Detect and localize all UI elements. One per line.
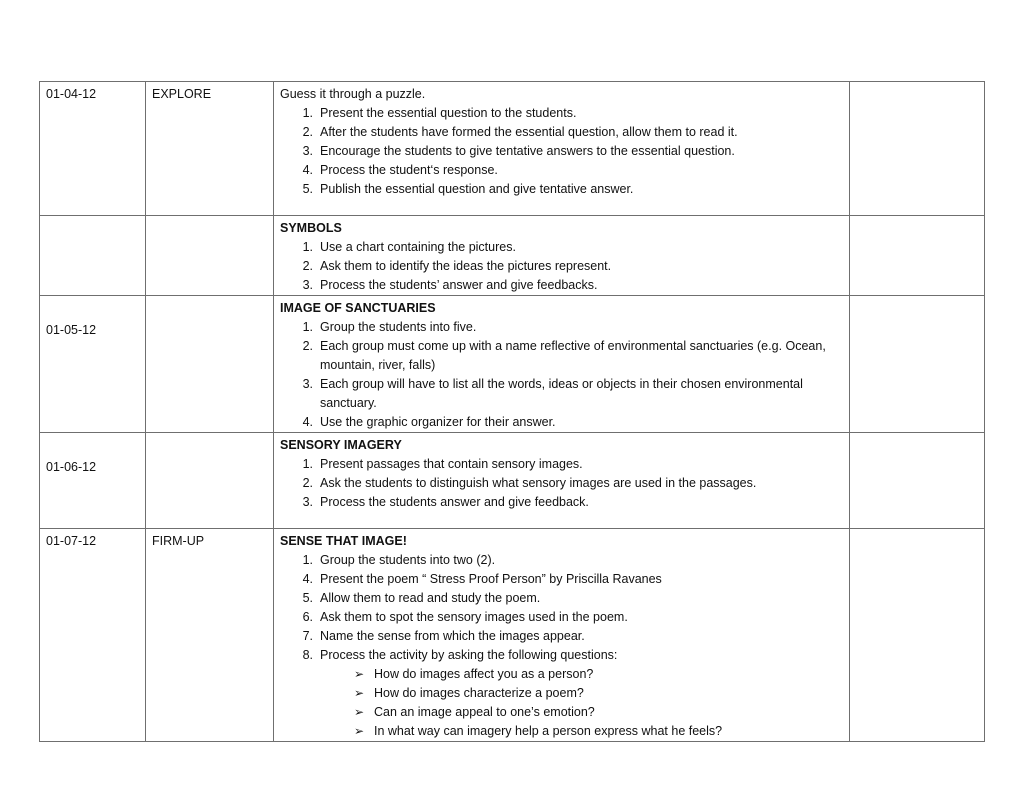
activity-heading: SENSE THAT IMAGE! bbox=[280, 534, 407, 548]
remarks-cell bbox=[850, 529, 985, 742]
step-text: Process the activity by asking the following questions: bbox=[320, 648, 618, 662]
list-item bbox=[280, 276, 843, 295]
remarks-cell bbox=[850, 296, 985, 433]
step-number: 8. bbox=[302, 648, 313, 662]
list-item bbox=[280, 493, 843, 512]
list-item bbox=[280, 665, 843, 684]
steps-list bbox=[280, 551, 843, 665]
table-row bbox=[40, 216, 985, 296]
step-number: 1. bbox=[302, 320, 313, 334]
list-item bbox=[280, 104, 843, 123]
list-item bbox=[280, 180, 843, 199]
step-text: Ask them to identify the ideas the pictures represent. bbox=[320, 259, 612, 273]
step-number: 2. bbox=[302, 476, 313, 490]
date-text: 01-05-12 bbox=[46, 323, 97, 337]
list-item bbox=[280, 627, 843, 646]
step-number: 2. bbox=[302, 339, 313, 353]
step-number: 5. bbox=[302, 591, 313, 605]
activity-cell bbox=[274, 296, 850, 433]
question-text: In what way can imagery help a person express what he feels? bbox=[374, 724, 723, 738]
remarks-cell bbox=[850, 433, 985, 529]
step-number: 1. bbox=[302, 240, 313, 254]
step-number: 3. bbox=[302, 144, 313, 158]
date-cell bbox=[40, 82, 146, 216]
list-item bbox=[280, 703, 843, 722]
step-text: Process the student‘s response. bbox=[320, 163, 498, 177]
date-text: 01-07-12 bbox=[46, 534, 97, 548]
activity-intro: Guess it through a puzzle. bbox=[280, 87, 426, 101]
step-number: 6. bbox=[302, 610, 313, 624]
list-item bbox=[280, 608, 843, 627]
remarks-cell bbox=[850, 216, 985, 296]
activity-heading: SYMBOLS bbox=[280, 221, 342, 235]
list-item bbox=[280, 238, 843, 257]
table-row bbox=[40, 433, 985, 529]
activity-heading: SENSORY IMAGERY bbox=[280, 438, 402, 452]
list-item bbox=[280, 551, 843, 570]
step-text: Group the students into five. bbox=[320, 320, 477, 334]
step-text: Publish the essential question and give tentative answer. bbox=[320, 182, 634, 196]
date-cell bbox=[40, 529, 146, 742]
phase-text: EXPLORE bbox=[152, 87, 212, 101]
activity-heading: IMAGE OF SANCTUARIES bbox=[280, 301, 436, 315]
step-text: Each group will have to list all the words, ideas or objects in their chosen environmental sanctuary. bbox=[320, 377, 803, 410]
step-number: 4. bbox=[302, 415, 313, 429]
list-item bbox=[280, 455, 843, 474]
list-item bbox=[280, 413, 843, 432]
phase-cell bbox=[146, 82, 274, 216]
step-text: Ask them to spot the sensory images used in the poem. bbox=[320, 610, 628, 624]
arrowhead-bullet-icon: ➢ bbox=[353, 724, 364, 738]
step-number: 4. bbox=[302, 163, 313, 177]
step-text: After the students have formed the essential question, allow them to read it. bbox=[320, 125, 738, 139]
arrowhead-bullet-icon: ➢ bbox=[353, 667, 364, 681]
phase-cell bbox=[146, 216, 274, 296]
steps-list bbox=[280, 455, 843, 512]
phase-cell bbox=[146, 433, 274, 529]
question-text: How do images characterize a poem? bbox=[374, 686, 584, 700]
date-cell bbox=[40, 296, 146, 433]
phase-cell bbox=[146, 529, 274, 742]
list-item bbox=[280, 257, 843, 276]
table-row bbox=[40, 296, 985, 433]
list-item bbox=[280, 646, 843, 665]
activity-cell bbox=[274, 216, 850, 296]
step-text: Present the poem “ Stress Proof Person” by Priscilla Ravanes bbox=[320, 572, 662, 586]
activity-cell bbox=[274, 433, 850, 529]
lesson-plan-table bbox=[39, 81, 985, 742]
list-item bbox=[280, 722, 843, 741]
step-text: Group the students into two (2). bbox=[320, 553, 496, 567]
arrowhead-bullet-icon: ➢ bbox=[353, 686, 364, 700]
step-text: Process the students answer and give feedback. bbox=[320, 495, 589, 509]
step-number: 5. bbox=[302, 182, 313, 196]
step-number: 1. bbox=[302, 457, 313, 471]
step-number: 3. bbox=[302, 495, 313, 509]
steps-list bbox=[280, 318, 843, 432]
remarks-cell bbox=[850, 82, 985, 216]
step-number: 3. bbox=[302, 377, 313, 391]
list-item bbox=[280, 589, 843, 608]
step-text: Use the graphic organizer for their answer. bbox=[320, 415, 556, 429]
step-text: Allow them to read and study the poem. bbox=[320, 591, 541, 605]
list-item bbox=[280, 161, 843, 180]
steps-list bbox=[280, 238, 843, 295]
step-number: 7. bbox=[302, 629, 313, 643]
step-text: Present the essential question to the students. bbox=[320, 106, 577, 120]
step-text: Use a chart containing the pictures. bbox=[320, 240, 516, 254]
question-text: How do images affect you as a person? bbox=[374, 667, 594, 681]
list-item bbox=[280, 123, 843, 142]
question-text: Can an image appeal to one’s emotion? bbox=[374, 705, 595, 719]
step-number: 1. bbox=[302, 106, 313, 120]
step-number: 2. bbox=[302, 125, 313, 139]
date-text: 01-04-12 bbox=[46, 87, 97, 101]
step-text: Ask the students to distinguish what sensory images are used in the passages. bbox=[320, 476, 757, 490]
list-item bbox=[280, 474, 843, 493]
activity-cell bbox=[274, 529, 850, 742]
table-row bbox=[40, 82, 985, 216]
step-text: Name the sense from which the images appear. bbox=[320, 629, 585, 643]
activity-cell bbox=[274, 82, 850, 216]
step-text: Process the students’ answer and give feedbacks. bbox=[320, 278, 598, 292]
step-number: 1. bbox=[302, 553, 313, 567]
list-item bbox=[280, 570, 843, 589]
date-cell bbox=[40, 433, 146, 529]
questions-list bbox=[280, 665, 843, 741]
arrowhead-bullet-icon: ➢ bbox=[353, 705, 364, 719]
date-cell bbox=[40, 216, 146, 296]
step-number: 3. bbox=[302, 278, 313, 292]
list-item bbox=[280, 375, 843, 413]
step-text: Encourage the students to give tentative answers to the essential question. bbox=[320, 144, 735, 158]
step-number: 4. bbox=[302, 572, 313, 586]
list-item bbox=[280, 142, 843, 161]
step-number: 2. bbox=[302, 259, 313, 273]
list-item bbox=[280, 337, 843, 375]
phase-cell bbox=[146, 296, 274, 433]
step-text: Present passages that contain sensory images. bbox=[320, 457, 583, 471]
date-text: 01-06-12 bbox=[46, 460, 97, 474]
lesson-plan-page bbox=[39, 81, 984, 742]
list-item bbox=[280, 684, 843, 703]
steps-list bbox=[280, 104, 843, 199]
phase-text: FIRM-UP bbox=[152, 534, 205, 548]
list-item bbox=[280, 318, 843, 337]
step-text: Each group must come up with a name reflective of environmental sanctuaries (e.g. Ocean, mountain, river, falls) bbox=[320, 339, 826, 372]
table-row bbox=[40, 529, 985, 742]
